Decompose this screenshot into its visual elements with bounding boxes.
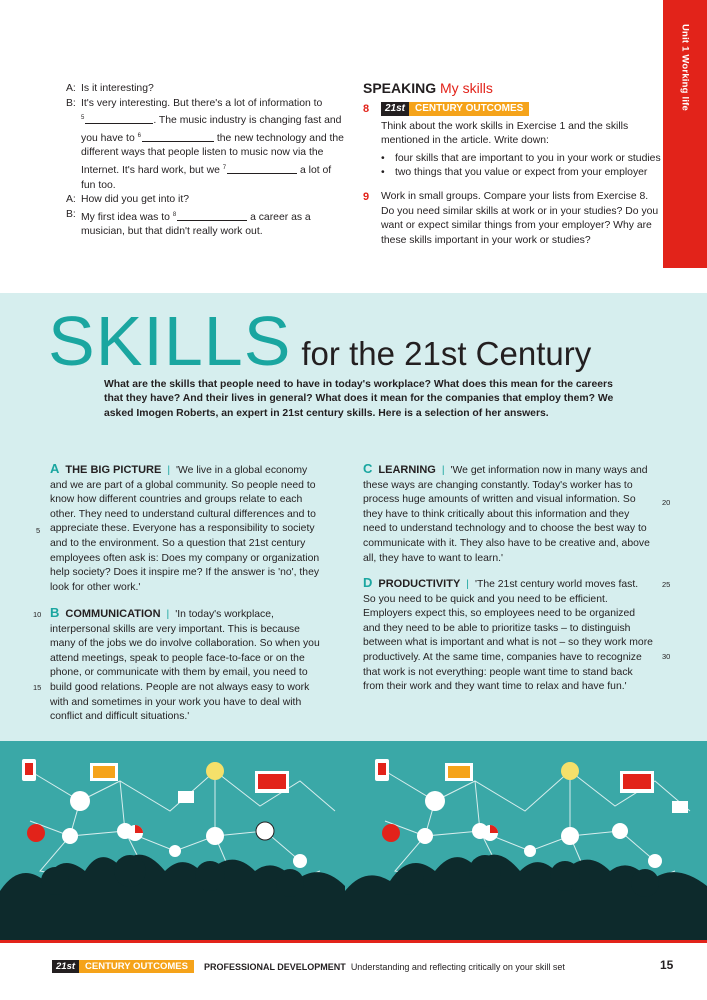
section-c bbox=[363, 462, 653, 566]
divider: | bbox=[466, 579, 469, 590]
dialogue-line bbox=[66, 97, 348, 112]
exercise-instructions: Think about the work skills in Exercise 1 and the skills mentioned in the article. Write down: bbox=[381, 120, 629, 147]
footer-rule bbox=[0, 940, 707, 943]
section-a bbox=[50, 462, 326, 595]
gap-number: 8 bbox=[172, 211, 177, 218]
exercise-9 bbox=[363, 190, 661, 248]
dialogue-line bbox=[66, 82, 348, 97]
section-letter: A bbox=[50, 461, 60, 476]
section-text: 'We live in a global economy and we are part of a global community. So people need to know how different countries and groups relate to each other. They need to understand cultural differences and to appreciate these. Everyone has a responsibility to society and to the environment. So a question that 21st century employees often ask is: Does my company or organization help society? Does it inspire me? If the answer is 'no', they look for other work.' bbox=[50, 465, 320, 593]
speaking-section bbox=[363, 80, 661, 248]
dialogue-line bbox=[66, 208, 348, 226]
answer-gap[interactable] bbox=[142, 133, 214, 142]
section-text: 'The 21st century world moves fast. So you need to be quick and you need to be efficient. Employers expect this, so employees need to be organized and they need to be able to prioritize tasks – to distinguish between what is important and what is not – so they work more productively. At the same time, companies have to recognize that work is not everything: people want time to stand back from their work and they want time to relax and have fun.' bbox=[363, 579, 653, 693]
line-number: 5 bbox=[36, 526, 41, 535]
speaker-label: B: bbox=[66, 208, 76, 220]
dialogue-line bbox=[66, 225, 348, 240]
section-text: 'We get information now in many ways and these ways are changing constantly. Today's worker has to process huge amounts of written and visual information. So they have to think critically about this information and they need to understand technology and to choose the best way to communicate with it. They also have to be creative and, above all, they have to want to learn.' bbox=[363, 465, 650, 564]
section-heading: LEARNING bbox=[378, 464, 436, 476]
dialogue-text: a lot of bbox=[299, 164, 332, 176]
dialogue-text: musician, but that didn't really work out. bbox=[81, 226, 263, 238]
page-number: 15 bbox=[660, 958, 674, 972]
network-illustration bbox=[0, 741, 707, 940]
speaker-label: B: bbox=[66, 97, 76, 109]
title-skills: SKILLS bbox=[48, 302, 292, 380]
section-heading: COMMUNICATION bbox=[65, 608, 161, 620]
answer-gap[interactable] bbox=[177, 212, 247, 221]
century-outcomes-badge bbox=[381, 102, 529, 116]
footer bbox=[52, 960, 565, 973]
dialogue-text: you have to bbox=[81, 132, 135, 144]
unit-side-tab-label: Unit 1 Working life bbox=[679, 24, 691, 112]
section-heading: THE BIG PICTURE bbox=[65, 464, 162, 476]
line-number: 10 bbox=[33, 610, 42, 619]
bullet-list bbox=[381, 152, 661, 181]
century-outcomes-badge bbox=[52, 960, 194, 973]
exercise-instructions: Work in small groups. Compare your lists from Exercise 8. Do you need similar skills at work or in your studies? Do you want or expect similar things from your employer? Why are these skills important in your work or studies? bbox=[381, 190, 659, 246]
gap-number: 7 bbox=[222, 164, 227, 171]
exercise-number: 9 bbox=[363, 190, 370, 203]
divider: | bbox=[166, 609, 170, 620]
footer-label: PROFESSIONAL DEVELOPMENT bbox=[203, 961, 346, 972]
article-intro: What are the skills that people need to have in today's workplace? What does this mean for the careers that they have? And their lives in general? What does it mean for the companies that employ them? We asked Imogen Roberts, an expert in 21st century skills. Here is a selection of her answers. bbox=[104, 379, 614, 419]
footer-text: Understanding and reflecting critically on your skill set bbox=[350, 961, 565, 972]
bullet-item: • two things that you value or expect from your employer bbox=[381, 166, 661, 181]
dialogue-line bbox=[66, 129, 348, 147]
line-number: 25 bbox=[662, 580, 671, 589]
dialogue-text: My first idea was to bbox=[81, 211, 170, 223]
section-text: 'In today's workplace, interpersonal skills are very important. This is because many of the jobs we do involve collaboration. So when you attend meetings, speak to people face-to-face or on the phone, or communicate with them by email, you need to build good relations. People are not always easy to work with and sometimes in your work you have to deal with conflict and difficult situations.' bbox=[50, 609, 320, 723]
divider: | bbox=[441, 465, 445, 476]
article-title bbox=[48, 302, 591, 380]
dialogue-text: a career as a bbox=[250, 211, 311, 223]
dialogue-exercise bbox=[66, 82, 348, 240]
section-b bbox=[50, 606, 326, 725]
section-d bbox=[363, 576, 653, 695]
dialogue-text: fun too. bbox=[81, 179, 116, 191]
divider: | bbox=[167, 465, 171, 476]
speaking-subtitle: My skills bbox=[440, 80, 493, 96]
speaking-heading bbox=[363, 80, 661, 96]
gap-number: 5 bbox=[81, 115, 85, 122]
answer-gap[interactable] bbox=[85, 115, 153, 124]
dialogue-line bbox=[66, 161, 348, 179]
exercise-number: 8 bbox=[363, 103, 370, 115]
badge-21st: 21st bbox=[52, 960, 79, 973]
section-letter: C bbox=[363, 461, 373, 476]
speaker-label: A: bbox=[66, 194, 76, 206]
dialogue-line bbox=[66, 111, 348, 129]
line-number: 15 bbox=[33, 683, 42, 692]
dialogue-text: It's very interesting. But there's a lot of information to bbox=[81, 97, 323, 109]
dialogue-text: . The music industry is changing fast and bbox=[153, 115, 342, 127]
exercise-8 bbox=[363, 102, 661, 181]
dialogue-line bbox=[66, 146, 348, 161]
answer-gap[interactable] bbox=[227, 165, 297, 174]
badge-outcomes: CENTURY OUTCOMES bbox=[409, 102, 529, 116]
section-letter: B bbox=[50, 605, 60, 620]
line-number: 30 bbox=[662, 652, 671, 661]
gap-number: 6 bbox=[137, 132, 141, 139]
speaker-label: A: bbox=[66, 83, 76, 94]
dialogue-text: different ways that people listen to music now via the bbox=[81, 147, 324, 159]
dialogue-line bbox=[66, 179, 348, 194]
section-letter: D bbox=[363, 575, 373, 590]
dialogue-text: Is it interesting? bbox=[81, 83, 154, 94]
dialogue-text: the new technology and the bbox=[216, 132, 344, 144]
title-rest: for the 21st Century bbox=[301, 335, 592, 372]
badge-21st: 21st bbox=[381, 102, 409, 116]
section-heading: PRODUCTIVITY bbox=[378, 578, 461, 590]
speaking-title: SPEAKING bbox=[363, 80, 437, 96]
dialogue-text: Internet. It's hard work, but we bbox=[81, 164, 220, 176]
line-number: 20 bbox=[662, 498, 671, 507]
bullet-item: • four skills that are important to you in your work or studies bbox=[381, 152, 661, 167]
dialogue-text: How did you get into it? bbox=[81, 194, 190, 206]
badge-outcomes: CENTURY OUTCOMES bbox=[79, 960, 194, 973]
people-network-graphic bbox=[0, 741, 707, 940]
dialogue-line bbox=[66, 193, 348, 208]
